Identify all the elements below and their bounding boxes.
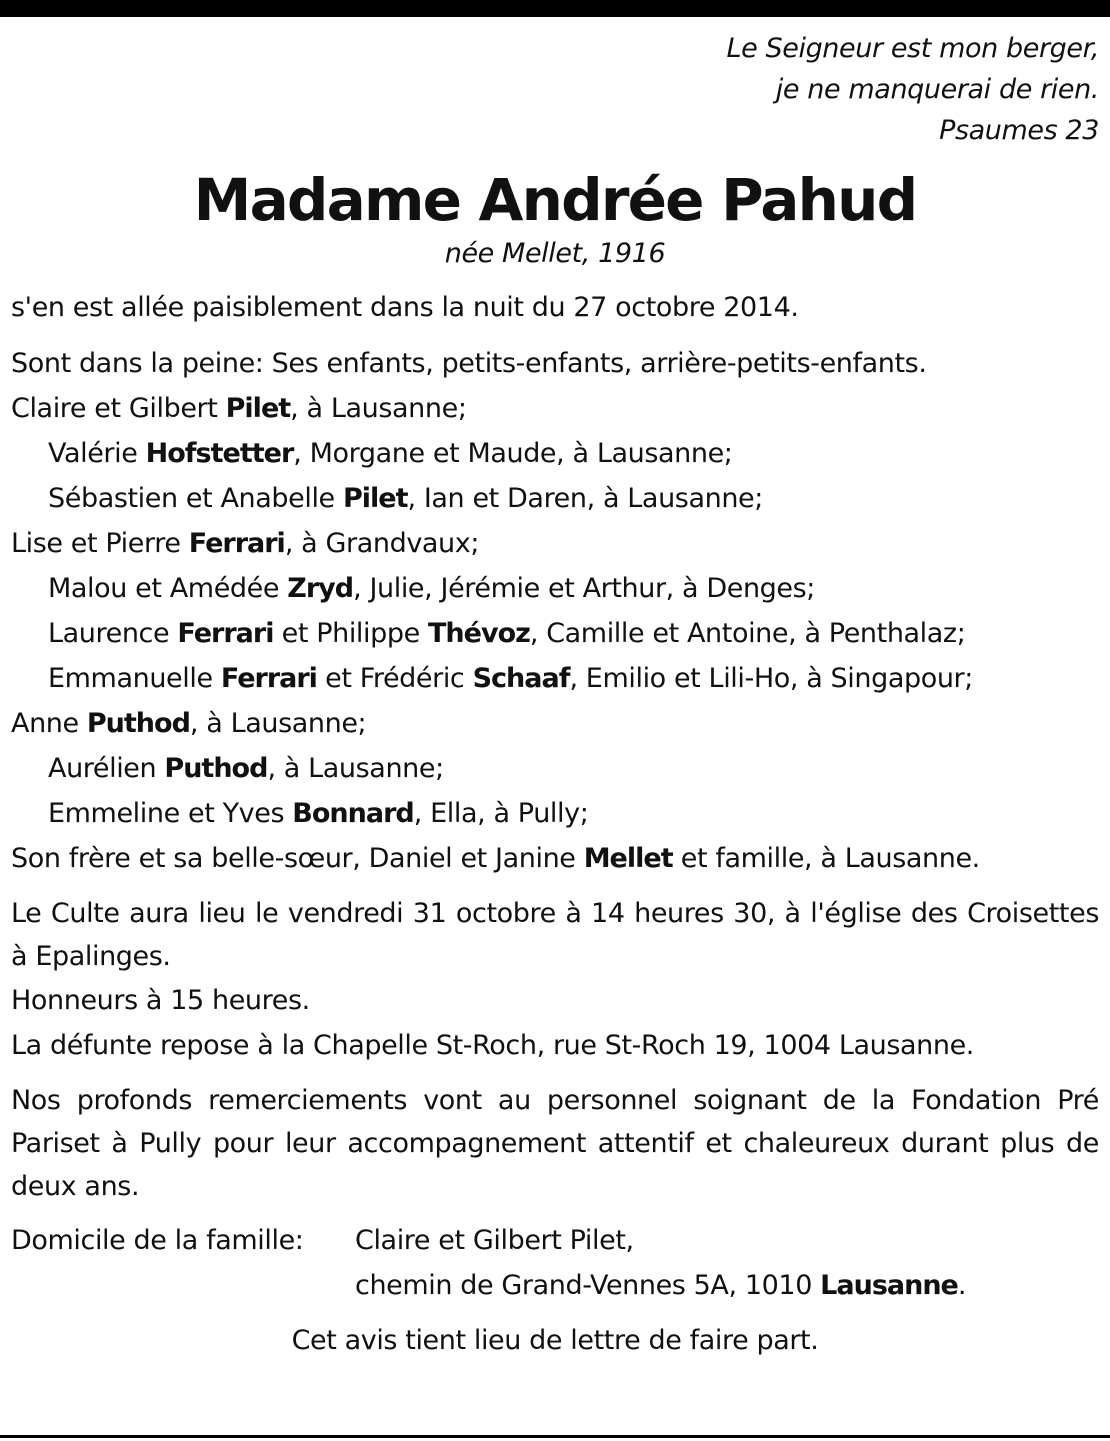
family-line xyxy=(11,791,1099,836)
verse-line-2: je ne manquerai de rien. xyxy=(775,74,1099,105)
family-surname: Ferrari xyxy=(188,528,285,559)
top-rule xyxy=(0,0,1110,17)
family-text: , Emilio et Lili-Ho, à Singapour; xyxy=(569,663,973,694)
family-text: , Morgane et Maude, à Lausanne; xyxy=(293,438,733,469)
family-line xyxy=(11,611,1099,656)
family-line xyxy=(11,521,1099,566)
maiden-name-birth-year: née Mellet, 1916 xyxy=(444,238,666,269)
family-text: , à Lausanne; xyxy=(189,708,367,739)
domicile-line-1: Claire et Gilbert Pilet, xyxy=(355,1225,634,1256)
mourners-intro: Sont dans la peine: Ses enfants, petits-enfants, arrière-petits-enfants. xyxy=(11,348,927,379)
family-text: Laurence xyxy=(48,618,178,649)
family-line xyxy=(11,386,1099,431)
family-text: , Ella, à Pully; xyxy=(413,798,589,829)
domicile-end: . xyxy=(957,1270,967,1301)
family-line xyxy=(11,431,1099,476)
family-surname: Zryd xyxy=(287,573,354,604)
family-line xyxy=(11,656,1099,701)
obituary-notice xyxy=(11,28,1099,1363)
verse-reference: Psaumes 23 xyxy=(939,115,1099,146)
family-surname: Ferrari xyxy=(220,663,317,694)
domicile-line-2 xyxy=(355,1263,966,1308)
family-surname: Puthod xyxy=(164,753,268,784)
family-text: et Philippe xyxy=(273,618,429,649)
service-culte: Le Culte aura lieu le vendredi 31 octobre à 14 heures 30, à l'église des Croisettes à Epalinges. xyxy=(11,898,1099,972)
thanks-paragraph: Nos profonds remerciements vont au personnel soignant de la Fondation Pré Pariset à Pully pour leur accompagnement attentif et chaleureux durant plus de deux ans. xyxy=(11,1085,1099,1202)
family-line xyxy=(11,836,1099,881)
family-surname: Pilet xyxy=(225,393,291,424)
service-info xyxy=(11,892,1099,1068)
domicile-label: Domicile de la famille: xyxy=(11,1225,304,1256)
bottom-rule xyxy=(0,1435,1110,1438)
family-text: Anne xyxy=(11,708,87,739)
family-members xyxy=(11,386,1099,881)
family-text: , Julie, Jérémie et Arthur, à Denges; xyxy=(353,573,815,604)
family-text: Sébastien et Anabelle xyxy=(48,483,343,514)
family-list xyxy=(11,341,1099,881)
domicile-address xyxy=(355,1218,966,1308)
family-domicile xyxy=(11,1218,1099,1308)
family-text: Malou et Amédée xyxy=(48,573,288,604)
family-text: Claire et Gilbert xyxy=(11,393,226,424)
family-text: et famille, à Lausanne. xyxy=(672,843,980,874)
family-surname: Schaaf xyxy=(472,663,570,694)
closing-note: Cet avis tient lieu de lettre de faire part. xyxy=(291,1325,819,1356)
family-text: Emmeline et Yves xyxy=(48,798,293,829)
family-surname: Ferrari xyxy=(177,618,274,649)
family-text: Lise et Pierre xyxy=(11,528,189,559)
family-surname: Bonnard xyxy=(292,798,414,829)
family-text: , à Lausanne; xyxy=(267,753,444,784)
family-text: Emmanuelle xyxy=(48,663,221,694)
family-line xyxy=(11,476,1099,521)
family-surname: Puthod xyxy=(86,708,190,739)
deceased-name: Madame Andrée Pahud xyxy=(193,166,917,234)
service-honneurs: Honneurs à 15 heures. xyxy=(11,985,310,1016)
verse-line-1: Le Seigneur est mon berger, xyxy=(726,33,1099,64)
domicile-city: Lausanne xyxy=(820,1270,958,1301)
family-surname: Mellet xyxy=(583,843,673,874)
family-surname: Pilet xyxy=(342,483,408,514)
passing-announcement: s'en est allée paisiblement dans la nuit du 27 octobre 2014. xyxy=(11,292,799,323)
bible-verse xyxy=(11,28,1099,151)
family-text: , à Grandvaux; xyxy=(284,528,480,559)
family-text: , Ian et Daren, à Lausanne; xyxy=(407,483,763,514)
family-line xyxy=(11,746,1099,791)
family-surname: Hofstetter xyxy=(145,438,294,469)
family-text: Aurélien xyxy=(48,753,165,784)
family-text: et Frédéric xyxy=(316,663,473,694)
family-text: Son frère et sa belle-sœur, Daniel et Janine xyxy=(11,843,584,874)
family-text: , à Lausanne; xyxy=(290,393,467,424)
family-surname: Thévoz xyxy=(428,618,530,649)
service-repose: La défunte repose à la Chapelle St-Roch, rue St-Roch 19, 1004 Lausanne. xyxy=(11,1030,974,1061)
family-text: Valérie xyxy=(48,438,146,469)
family-text: , Camille et Antoine, à Penthalaz; xyxy=(529,618,966,649)
family-line xyxy=(11,566,1099,611)
domicile-street: chemin de Grand-Vennes 5A, 1010 xyxy=(355,1270,821,1301)
family-line xyxy=(11,701,1099,746)
